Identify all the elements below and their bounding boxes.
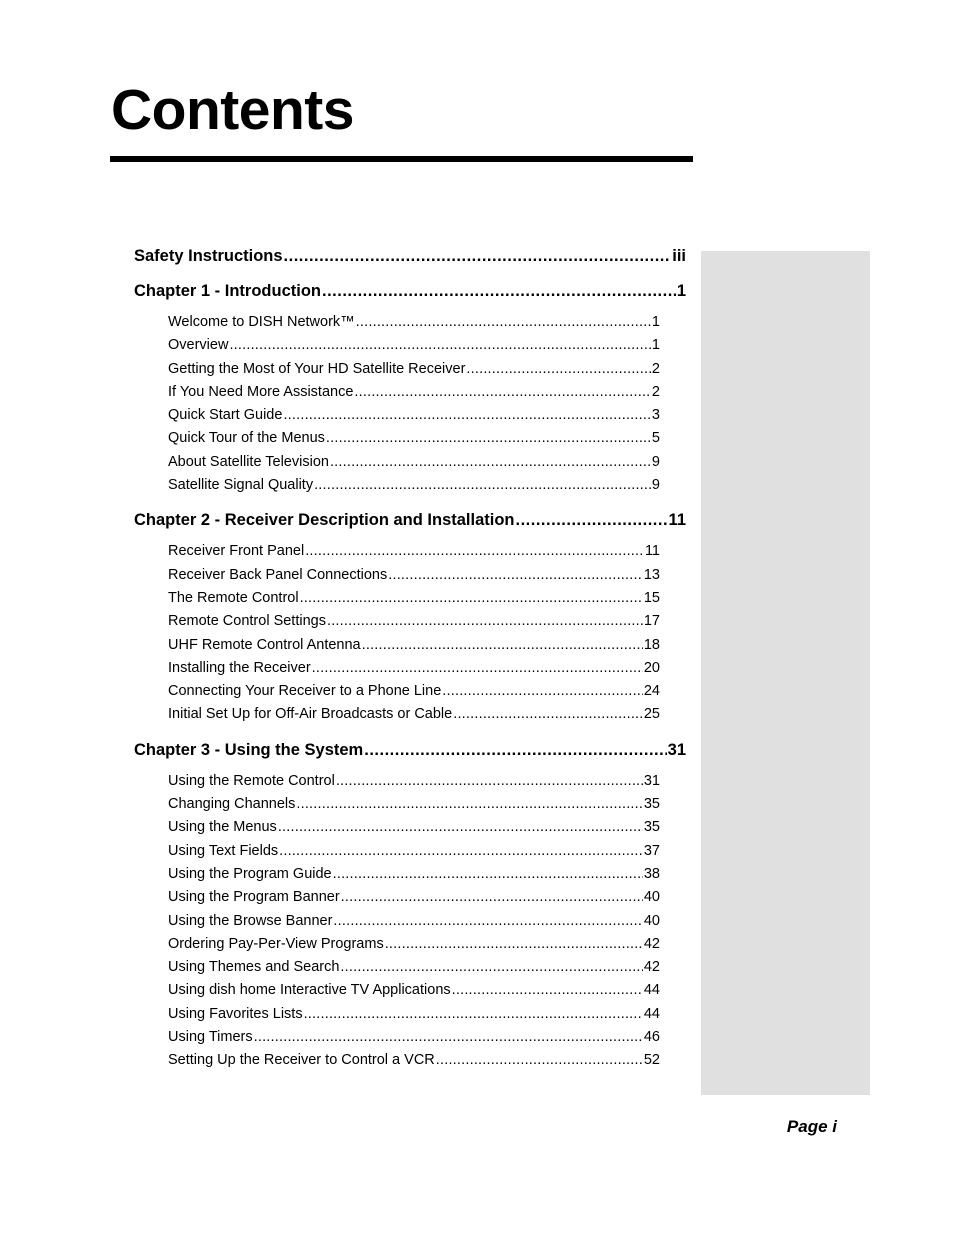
dot-leader [388,564,643,587]
toc-entry-page: 11 [644,543,660,560]
dot-leader [442,680,643,703]
dot-leader [436,1049,643,1072]
toc-chapter-page: 31 [667,740,686,759]
toc-entry-page: 40 [643,912,660,929]
dot-leader [326,427,651,450]
toc-entry-label: Using the Program Guide [168,865,332,882]
page-number: Page i [786,1117,837,1136]
toc-entry[interactable] [168,1026,660,1049]
toc-entry[interactable] [168,451,660,474]
dot-leader [516,509,668,532]
toc-chapter-page: 11 [668,511,686,530]
toc-entry-label: Setting Up the Receiver to Control a VCR [168,1052,435,1069]
toc-chapter-page: 1 [676,282,686,300]
toc-chapter-3-entries [168,770,660,1073]
toc-entry-label: Connecting Your Receiver to a Phone Line [168,683,442,700]
toc-entry-page: 37 [643,842,660,859]
toc-entry-page: 35 [643,819,660,836]
toc-entry-page: 40 [643,889,660,906]
toc-entry[interactable] [168,540,660,563]
toc-entry[interactable] [168,816,660,839]
toc-entry-page: 44 [643,1005,660,1022]
toc-entry-label: Getting the Most of Your HD Satellite Receiver [168,360,466,377]
toc-entry-page: 25 [643,706,660,723]
toc-chapter-label: Chapter 2 - Receiver Description and Installation [134,511,515,530]
toc-entry-label: Using the Menus [168,819,277,836]
toc-section-chapter-1 [134,280,686,497]
toc-entry-label: Overview [168,337,229,354]
dot-leader [453,703,643,726]
toc-entry-label: Receiver Back Panel Connections [168,566,388,583]
page-title: Contents [111,78,354,142]
dot-leader [341,886,643,909]
toc-entry-page: 1 [651,337,660,354]
toc-entry-page: 18 [643,636,660,653]
toc-entry-page: 44 [643,982,660,999]
table-of-contents [134,245,686,1085]
toc-entry[interactable] [168,381,660,404]
toc-entry-label: Using dish home Interactive TV Applications [168,982,451,999]
toc-entry[interactable] [168,311,660,334]
toc-section-safety [134,245,686,268]
title-rule [110,156,693,162]
dot-leader [300,587,643,610]
dot-leader [333,910,642,933]
toc-entry-page: 31 [643,772,660,789]
toc-entry[interactable] [168,793,660,816]
toc-entry[interactable] [168,334,660,357]
toc-entry[interactable] [168,610,660,633]
dot-leader [279,840,643,863]
toc-section-chapter-3 [134,739,686,1073]
dot-leader [278,816,643,839]
toc-entry[interactable] [168,358,660,381]
toc-entry[interactable] [168,863,660,886]
toc-chapter-2-entries [168,540,660,726]
toc-entry-label: Quick Start Guide [168,407,283,424]
toc-entry-page: 17 [643,613,660,630]
dot-leader [322,280,676,303]
toc-entry-label: Ordering Pay-Per-View Programs [168,935,384,952]
dot-leader [283,404,650,427]
toc-entry-label: Welcome to DISH Network™ [168,314,355,330]
dot-leader [330,451,651,474]
toc-entry-page: 52 [643,1052,660,1069]
toc-entry-page: 2 [651,360,660,377]
dot-leader [466,358,651,381]
dot-leader [304,1003,643,1026]
toc-entry[interactable] [168,1049,660,1072]
dot-leader [312,657,643,680]
toc-entry[interactable] [168,703,660,726]
dot-leader [314,474,651,497]
toc-section-chapter-2 [134,509,686,726]
toc-entry-page: 35 [643,796,660,813]
dot-leader [385,933,643,956]
dot-leader [254,1026,643,1049]
dot-leader [452,979,643,1002]
toc-entry-label: Changing Channels [168,796,296,813]
toc-entry-page: iii [672,247,686,265]
toc-entry-page: 46 [643,1029,660,1046]
dot-leader [333,863,643,886]
toc-entry-label: UHF Remote Control Antenna [168,636,361,653]
toc-entry-label: Using Timers [168,1029,253,1046]
toc-entry-label: Quick Tour of the Menus [168,430,325,447]
toc-chapter-label: Chapter 1 - Introduction [134,282,321,300]
toc-chapter-label: Chapter 3 - Using the System [134,740,364,759]
toc-entry-page: 42 [643,959,660,976]
toc-entry-page: 24 [643,683,660,700]
toc-entry-label: Safety Instructions [134,247,283,265]
toc-chapter-2[interactable] [134,509,686,532]
toc-entry[interactable] [168,404,660,427]
toc-entry[interactable] [168,427,660,450]
toc-entry-label: Remote Control Settings [168,613,326,630]
dot-leader [327,610,643,633]
toc-entry-label: Using the Program Banner [168,889,340,906]
toc-entry-label: Using Themes and Search [168,959,340,976]
toc-entry-label: Using Text Fields [168,842,279,859]
toc-entry-page: 15 [643,589,660,606]
toc-entry-page: 5 [651,430,660,447]
toc-entry-label: Using Favorites Lists [168,1005,303,1022]
dot-leader [229,334,650,357]
toc-entry[interactable] [168,474,660,497]
toc-entry-page: 13 [643,566,660,583]
dot-leader [284,245,672,268]
toc-entry[interactable] [168,840,660,863]
dot-leader [305,540,644,563]
toc-entry[interactable] [168,886,660,909]
dot-leader [336,770,643,793]
toc-entry-label: Using the Browse Banner [168,912,333,929]
dot-leader [296,793,642,816]
toc-entry-label: Receiver Front Panel [168,543,305,560]
dot-leader [362,634,643,657]
toc-entry[interactable] [168,587,660,610]
toc-entry[interactable] [168,657,660,680]
toc-chapter-3[interactable] [134,739,686,762]
toc-entry[interactable] [168,979,660,1002]
toc-entry[interactable] [168,634,660,657]
toc-entry-label: If You Need More Assistance [168,383,354,400]
toc-entry-page: 20 [643,659,660,676]
side-panel [701,251,870,1095]
toc-entry[interactable] [168,680,660,703]
toc-entry-page: 3 [651,407,660,424]
toc-entry-label: Satellite Signal Quality [168,477,314,494]
toc-entry-label: Installing the Receiver [168,659,311,676]
toc-entry-page: 1 [651,314,660,330]
dot-leader [364,739,666,762]
toc-entry[interactable] [168,910,660,933]
toc-entry-label: The Remote Control [168,589,299,606]
toc-entry[interactable] [168,770,660,793]
toc-entry-page: 9 [651,453,660,470]
toc-chapter-1-entries [168,311,660,497]
toc-entry-page: 42 [643,935,660,952]
toc-entry[interactable] [168,956,660,979]
toc-entry[interactable] [168,564,660,587]
dot-leader [356,311,651,334]
toc-entry[interactable] [168,1003,660,1026]
toc-chapter-1[interactable] [134,280,686,303]
toc-entry-label: Using the Remote Control [168,772,335,789]
toc-entry-page: 38 [643,865,660,882]
toc-entry-label: Initial Set Up for Off-Air Broadcasts or Cable [168,706,453,723]
toc-entry-page: 2 [651,383,660,400]
toc-entry[interactable] [168,933,660,956]
toc-entry-page: 9 [651,477,660,494]
toc-entry-safety-instructions[interactable] [134,245,686,268]
toc-entry-label: About Satellite Television [168,453,329,470]
dot-leader [354,381,651,404]
dot-leader [340,956,642,979]
